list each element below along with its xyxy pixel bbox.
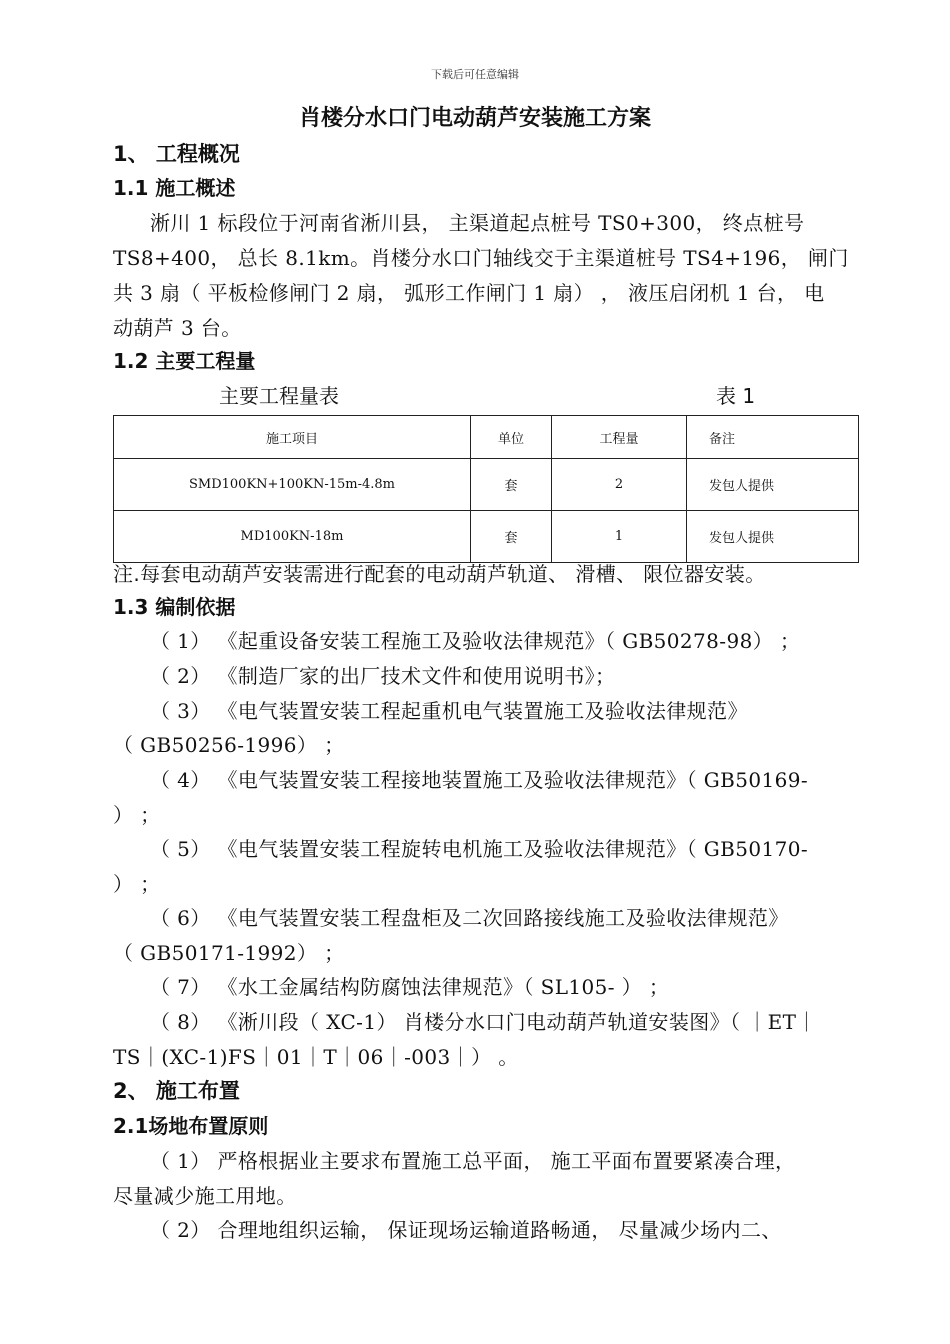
table-cell: MD100KN-18m bbox=[114, 511, 471, 563]
overview-line: 动葫芦 3 台。 bbox=[113, 316, 242, 340]
table-caption: 主要工程量表 bbox=[219, 384, 339, 408]
table-cell: 1 bbox=[552, 511, 687, 563]
section-1-1-heading: 1.1 施工概述 bbox=[113, 176, 236, 200]
table-cell: 套 bbox=[471, 459, 552, 511]
table-cell: 2 bbox=[552, 459, 687, 511]
reference-line: （ 6） 《电气装置安装工程盘柜及二次回路接线施工及验收法律规范》 bbox=[150, 906, 789, 930]
reference-line: （ 2） 《制造厂家的出厂技术文件和使用说明书》； bbox=[150, 664, 616, 688]
table-header-cell: 备注 bbox=[687, 416, 859, 459]
header-note: 下载后可任意编辑 bbox=[431, 68, 519, 81]
reference-line: （ 5） 《电气装置安装工程旋转电机施工及验收法律规范》（ GB50170- bbox=[150, 837, 809, 861]
overview-line: 淅川 1 标段位于河南省淅川县， 主渠道起点桩号 TS0+300， 终点桩号 bbox=[150, 211, 805, 235]
reference-line: （ GB50256-1996） ； bbox=[113, 733, 345, 757]
section-1-3-heading: 1.3 编制依据 bbox=[113, 595, 236, 619]
reference-line: （ 1） 《起重设备安装工程施工及验收法律规范》（ GB50278-98） ； bbox=[150, 629, 801, 653]
table-cell: 发包人提供 bbox=[687, 459, 859, 511]
layout-principle-line: 尽量减少施工用地。 bbox=[113, 1184, 297, 1208]
section-1-heading: 1、 工程概况 bbox=[113, 142, 240, 166]
section-2-1-heading: 2.1场地布置原则 bbox=[113, 1114, 269, 1138]
section-1-2-heading: 1.2 主要工程量 bbox=[113, 349, 256, 373]
table-note: 注.每套电动葫芦安装需进行配套的电动葫芦轨道、 滑槽、 限位器安装。 bbox=[113, 562, 766, 586]
table-header-row bbox=[114, 416, 859, 459]
reference-line: TS｜(XC-1)FS｜01｜T｜06｜-003｜） 。 bbox=[113, 1045, 519, 1069]
table-row bbox=[114, 459, 859, 511]
table-header-cell: 工程量 bbox=[552, 416, 687, 459]
table-cell: 套 bbox=[471, 511, 552, 563]
quantities-table bbox=[113, 415, 859, 563]
table-header-cell: 施工项目 bbox=[114, 416, 471, 459]
reference-line: ） ； bbox=[113, 803, 161, 827]
layout-principle-line: （ 2） 合理地组织运输， 保证现场运输道路畅通， 尽量减少场内二、 bbox=[150, 1218, 782, 1242]
overview-line: TS8+400， 总长 8.1km。肖楼分水口门轴线交于主渠道桩号 TS4+196， 闸门 bbox=[113, 246, 849, 270]
reference-line: （ 7） 《水工金属结构防腐蚀法律规范》（ SL105- ） ； bbox=[150, 975, 670, 999]
table-header-cell: 单位 bbox=[471, 416, 552, 459]
overview-line: 共 3 扇（ 平板检修闸门 2 扇， 弧形工作闸门 1 扇） ， 液压启闭机 1 台， 电 bbox=[113, 281, 825, 305]
reference-line: ） ； bbox=[113, 872, 161, 896]
reference-line: （ 8） 《淅川段（ XC-1） 肖楼分水口门电动葫芦轨道安装图》（ ｜ET｜ bbox=[150, 1010, 817, 1034]
table-cell: 发包人提供 bbox=[687, 511, 859, 563]
reference-line: （ 3） 《电气装置安装工程起重机电气装置施工及验收法律规范》 bbox=[150, 699, 748, 723]
reference-line: （ 4） 《电气装置安装工程接地装置施工及验收法律规范》（ GB50169- bbox=[150, 768, 809, 792]
section-2-heading: 2、 施工布置 bbox=[113, 1079, 240, 1103]
layout-principle-line: （ 1） 严格根据业主要求布置施工总平面， 施工平面布置要紧凑合理， bbox=[150, 1149, 796, 1173]
reference-line: （ GB50171-1992） ； bbox=[113, 941, 345, 965]
document-title: 肖楼分水口门电动葫芦安装施工方案 bbox=[298, 106, 651, 131]
table-cell: SMD100KN+100KN-15m-4.8m bbox=[114, 459, 471, 511]
table-row bbox=[114, 511, 859, 563]
table-number: 表 1 bbox=[716, 384, 756, 408]
